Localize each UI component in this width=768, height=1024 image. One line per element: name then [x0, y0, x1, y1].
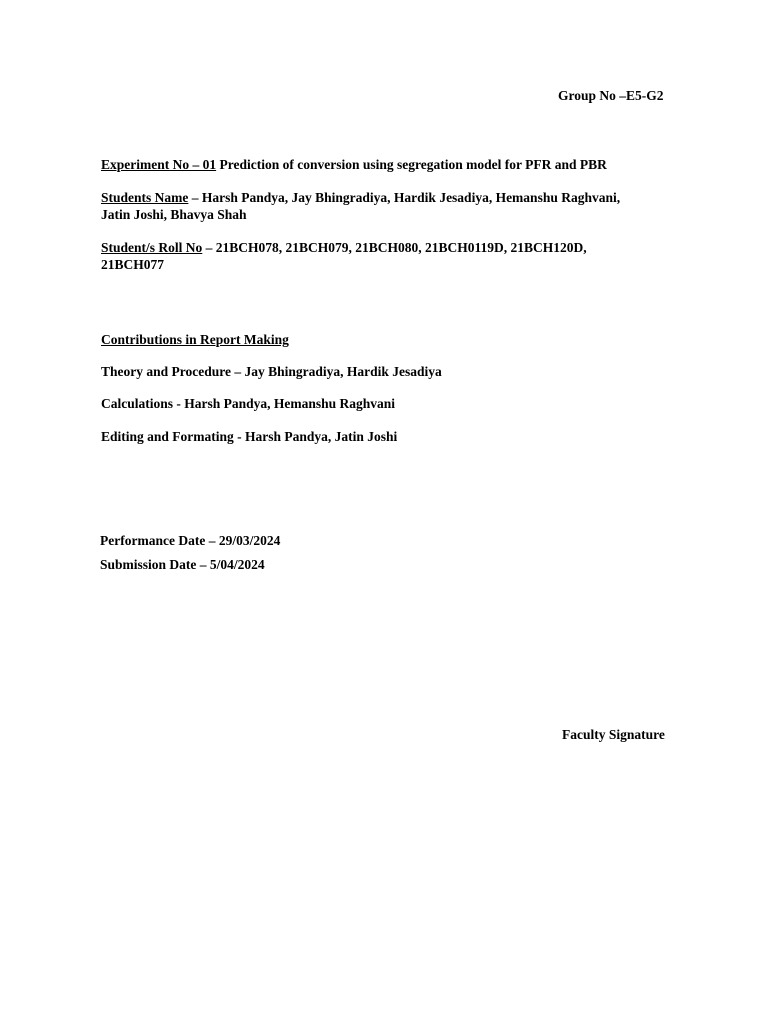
roll-label: Student/s Roll No [101, 240, 203, 255]
roll-line-1 [101, 239, 701, 256]
contribution-item: Editing and Formating - Harsh Pandya, Jatin Joshi [101, 429, 398, 444]
roll-numbers-1: – 21BCH078, 21BCH079, 21BCH080, 21BCH0119D, 21BCH120D, [202, 240, 587, 255]
contribution-item: Calculations - Harsh Pandya, Hemanshu Raghvani [101, 396, 396, 411]
roll-block [101, 239, 701, 273]
faculty-signature: Faculty Signature [562, 727, 665, 742]
students-label: Students Name [101, 190, 189, 205]
contributions-heading: Contributions in Report Making [101, 332, 289, 347]
contribution-item: Theory and Procedure – Jay Bhingradiya, Hardik Jesadiya [101, 364, 442, 379]
experiment-title: Prediction of conversion using segregation model for PFR and PBR [216, 157, 607, 172]
submission-date: Submission Date – 5/04/2024 [100, 557, 265, 572]
performance-date: Performance Date – 29/03/2024 [100, 533, 281, 548]
roll-numbers-2: 21BCH077 [101, 257, 165, 272]
students-names-2: Jatin Joshi, Bhavya Shah [101, 207, 247, 222]
group-number: Group No –E5-G2 [558, 88, 664, 103]
experiment-line [101, 157, 607, 173]
students-block [101, 189, 701, 223]
experiment-label: Experiment No – 01 [101, 157, 217, 172]
students-line-1 [101, 189, 701, 206]
students-names-1: – Harsh Pandya, Jay Bhingradiya, Hardik Jesadiya, Hemanshu Raghvani, [188, 190, 621, 205]
